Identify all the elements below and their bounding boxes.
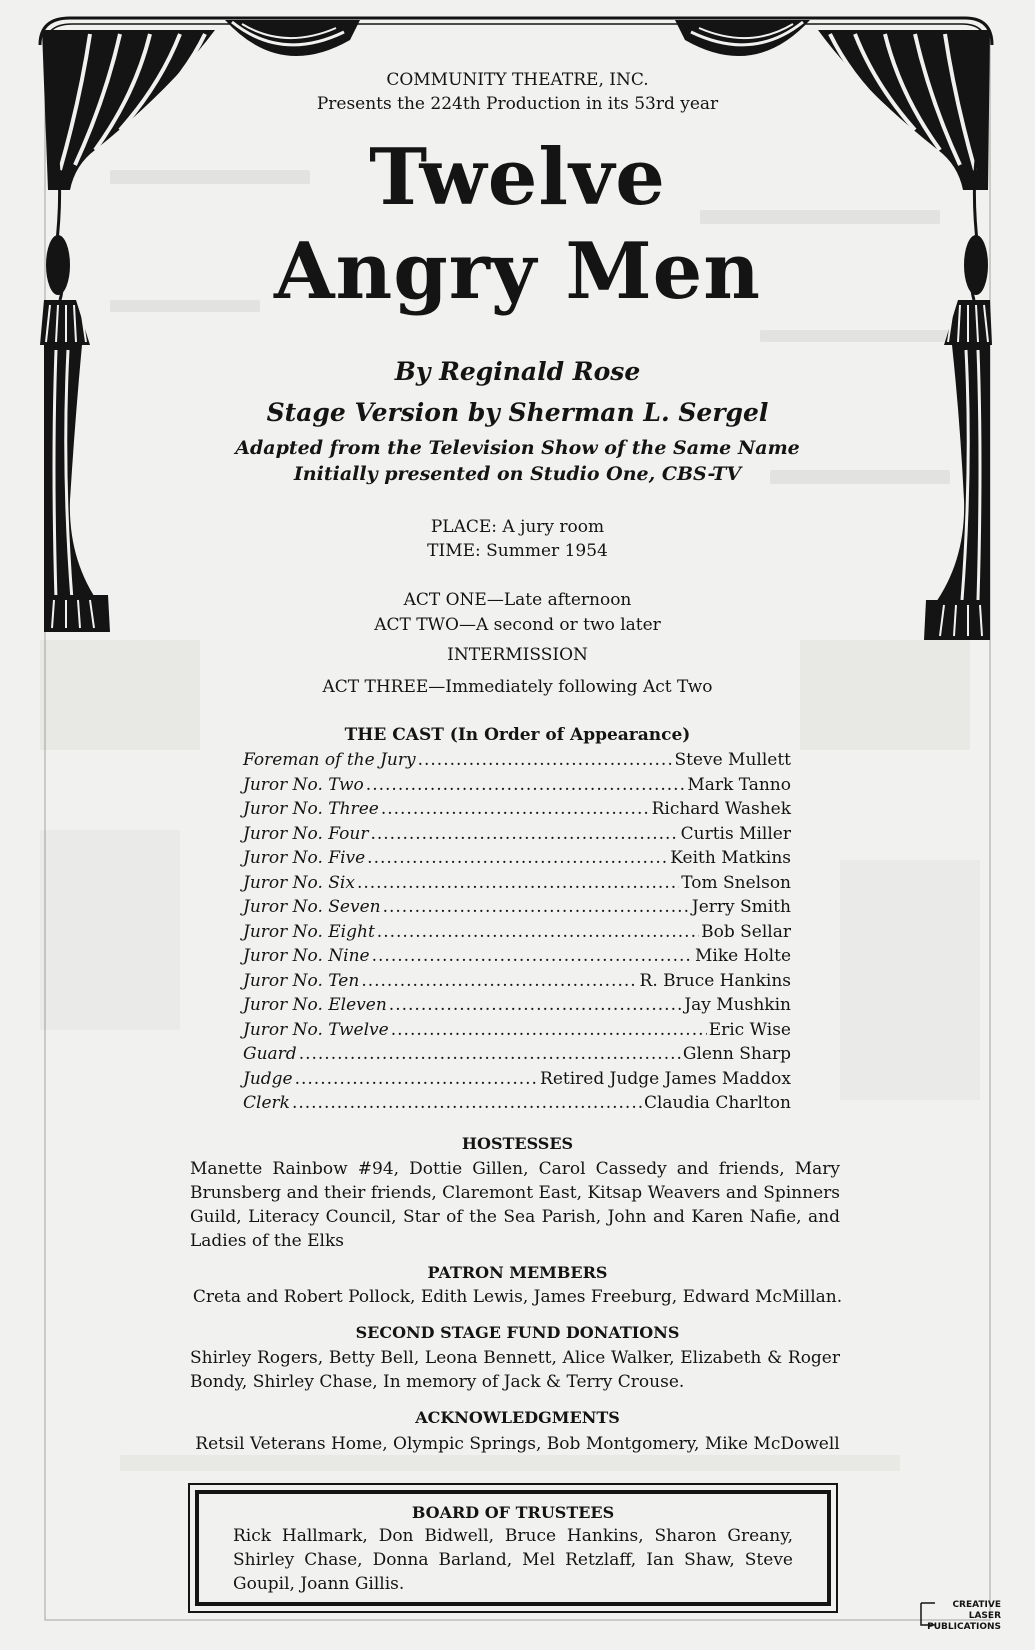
cast-role: Juror No. Five <box>243 848 366 868</box>
dot-leader <box>372 944 693 968</box>
cast-actor: Mark Tanno <box>687 774 791 795</box>
act-three-line: ACT THREE—Immediately following Act Two <box>322 677 713 697</box>
cast-actor: Bob Sellar <box>701 921 791 942</box>
second-stage-text: Shirley Rogers, Betty Bell, Leona Bennett, Alice Walker, Elizabeth & Roger Bondy, Shirley Chase, In memory of Jack & Terry Crouse. <box>190 1348 840 1392</box>
cast-role: Juror No. Nine <box>243 946 370 966</box>
dot-leader <box>361 969 637 993</box>
dot-leader <box>295 1067 538 1091</box>
dot-leader <box>367 846 668 870</box>
acknowledgments-text: Retsil Veterans Home, Olympic Springs, Bob Montgomery, Mike McDowell <box>195 1434 840 1454</box>
cast-row <box>243 920 791 945</box>
dot-leader <box>391 1018 707 1042</box>
publisher-line1: CREATIVE <box>952 1600 1001 1610</box>
publisher-line2: LASER <box>968 1611 1001 1621</box>
dot-leader <box>383 895 690 919</box>
cast-row <box>243 944 791 969</box>
cast-actor: Retired Judge James Maddox <box>540 1068 791 1089</box>
cast-role: Juror No. Four <box>243 823 369 844</box>
place-line: PLACE: A jury room <box>430 517 605 537</box>
cast-actor: Jerry Smith <box>691 897 791 917</box>
acknowledgments-heading: ACKNOWLEDGMENTS <box>415 1408 620 1427</box>
valance-left <box>225 20 360 56</box>
trustees-text: Rick Hallmark, Don Bidwell, Bruce Hankins, Sharon Greany, Shirley Chase, Donna Barland, Mel Retzlaff, Ian Shaw, Steve Goupil, Joann Gillis. <box>233 1526 793 1594</box>
cast-role: Juror No. Three <box>243 799 379 819</box>
cast-role: Juror No. Eleven <box>243 995 387 1015</box>
broadcast-note: Initially presented on Studio One, CBS-TV <box>293 463 742 485</box>
author-credit: By Reginald Rose <box>394 357 641 386</box>
cast-actor: Richard Washek <box>651 799 791 819</box>
hostesses-text: Manette Rainbow #94, Dottie Gillen, Carol Cassedy and friends, Mary Brunsberg and their friends, Claremont East, Kitsap Weavers and Spinners Guild, Literacy Council, Star of the Sea Parish, John and Karen Nafie, and Ladies of the Elks <box>190 1159 840 1251</box>
cast-role: Judge <box>243 1068 293 1089</box>
cast-actor: Eric Wise <box>708 1019 791 1040</box>
play-title-line1: Twelve <box>369 132 666 223</box>
cast-row <box>243 1067 791 1092</box>
dot-leader <box>292 1091 642 1115</box>
cast-row <box>243 895 791 920</box>
second-stage-heading: SECOND STAGE FUND DONATIONS <box>355 1323 680 1342</box>
act-two-line: ACT TWO—A second or two later <box>374 615 661 635</box>
cast-row <box>243 969 791 994</box>
cast-row <box>243 871 791 896</box>
cast-actor: Steve Mullett <box>674 750 791 770</box>
patron-members-text: Creta and Robert Pollock, Edith Lewis, James Freeburg, Edward McMillan. <box>192 1287 843 1307</box>
cast-role: Foreman of the Jury <box>243 750 416 770</box>
dot-leader <box>389 993 683 1017</box>
dot-leader <box>418 748 673 772</box>
cast-role: Juror No. Ten <box>243 970 360 991</box>
cast-actor: Jay Mushkin <box>684 995 791 1015</box>
dot-leader <box>366 773 686 797</box>
cast-actor: Keith Matkins <box>670 848 791 868</box>
cast-row <box>243 748 791 773</box>
cast-role: Juror No. Two <box>243 774 364 795</box>
intermission-line: INTERMISSION <box>447 645 588 665</box>
cast-actor: Glenn Sharp <box>682 1044 791 1064</box>
production-line: Presents the 224th Production in its 53rd year <box>316 94 719 114</box>
publisher-logo <box>917 1597 1001 1633</box>
adaptation-note: Adapted from the Television Show of the Same Name <box>235 437 800 459</box>
time-line: TIME: Summer 1954 <box>427 541 608 561</box>
cast-heading: THE CAST (In Order of Appearance) <box>344 725 691 745</box>
valance-right <box>675 20 810 56</box>
cast-row <box>243 1091 791 1116</box>
cast-list <box>243 748 791 1116</box>
cast-role: Juror No. Twelve <box>243 1019 389 1040</box>
cast-actor: Curtis Miller <box>680 823 791 844</box>
board-of-trustees-box <box>188 1483 838 1613</box>
dot-leader <box>299 1042 681 1066</box>
cast-role: Juror No. Seven <box>243 897 381 917</box>
dot-leader <box>370 822 678 846</box>
dot-leader <box>377 920 699 944</box>
cast-role: Guard <box>243 1044 297 1064</box>
dot-leader <box>357 871 679 895</box>
publisher-line3: PUBLICATIONS <box>927 1622 1001 1632</box>
act-one-line: ACT ONE—Late afternoon <box>403 590 632 610</box>
trustees-heading: BOARD OF TRUSTEES <box>411 1503 615 1522</box>
cast-role: Juror No. Six <box>243 872 355 893</box>
cast-row <box>243 846 791 871</box>
cast-role: Clerk <box>243 1093 290 1113</box>
organization-name: COMMUNITY THEATRE, INC. <box>386 70 649 90</box>
cast-actor: Claudia Charlton <box>643 1093 791 1113</box>
cast-row <box>243 1018 791 1043</box>
cast-actor: Tom Snelson <box>681 872 791 893</box>
patron-members-heading: PATRON MEMBERS <box>427 1263 608 1282</box>
cast-actor: R. Bruce Hankins <box>639 970 791 991</box>
cast-row <box>243 993 791 1018</box>
stage-version-credit: Stage Version by Sherman L. Sergel <box>266 398 769 427</box>
dot-leader <box>381 797 650 821</box>
play-title-line2: Angry Men <box>273 226 762 317</box>
cast-row <box>243 822 791 847</box>
cast-row <box>243 1042 791 1067</box>
cast-row <box>243 773 791 798</box>
hostesses-heading: HOSTESSES <box>461 1134 574 1153</box>
cast-actor: Mike Holte <box>695 946 791 966</box>
cast-role: Juror No. Eight <box>243 921 375 942</box>
cast-row <box>243 797 791 822</box>
header <box>0 68 1035 116</box>
